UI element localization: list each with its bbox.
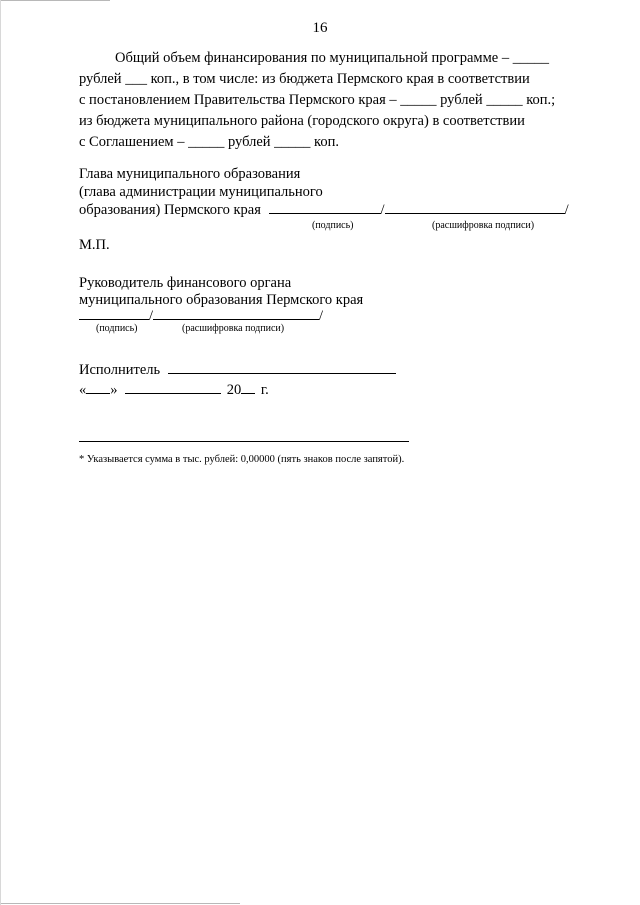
executor-field[interactable] — [168, 360, 396, 374]
finance-slash: / — [149, 308, 154, 324]
scan-edge-left — [0, 0, 1, 905]
finance-slash-end: / — [319, 308, 324, 324]
finance-caption-decoding: (расшифровка подписи) — [182, 323, 285, 334]
funding-line-1: Общий объем финансирования по муниципальной программе – _____ — [115, 50, 549, 66]
date-year-field[interactable] — [241, 380, 255, 394]
executor-line — [79, 360, 396, 380]
date-open-quote: « — [79, 382, 87, 398]
head-caption-signature: (подпись) — [312, 220, 354, 231]
funding-line-5: с Соглашением – _____ рублей _____ коп. — [79, 134, 339, 150]
head-title-line-3 — [79, 200, 569, 220]
head-caption-decoding: (расшифровка подписи) — [432, 220, 535, 231]
date-year-suffix: г. — [260, 382, 269, 398]
finance-title-line-2: муниципального образования Пермского края — [79, 292, 364, 308]
date-close-quote: » — [110, 382, 118, 398]
finance-caption-signature: (подпись) — [96, 323, 138, 334]
date-month-field[interactable] — [125, 380, 221, 394]
finance-signature-field[interactable] — [79, 306, 149, 320]
page-number: 16 — [312, 20, 328, 36]
finance-title-line-1: Руководитель финансового органа — [79, 275, 292, 291]
funding-line-4: из бюджета муниципального района (городского округа) в соответствии — [79, 113, 525, 129]
executor-label: Исполнитель — [79, 362, 161, 378]
footnote-divider — [79, 441, 409, 442]
head-title-line-1: Глава муниципального образования — [79, 166, 301, 182]
finance-decoding-field[interactable] — [153, 306, 319, 320]
head-slash-end: / — [564, 202, 569, 218]
date-day-field[interactable] — [86, 380, 110, 394]
head-title-line-3-text: образования) Пермского края — [79, 202, 261, 218]
footnote-text: * Указывается сумма в тыс. рублей: 0,00000 (пять знаков после запятой). — [79, 454, 405, 465]
head-signature-field[interactable] — [269, 200, 381, 214]
scan-edge-top — [0, 0, 110, 1]
head-decoding-field[interactable] — [385, 200, 565, 214]
funding-line-2: рублей ___ коп., в том числе: из бюджета Пермского края в соответствии — [79, 71, 530, 87]
scan-edge-bottom — [0, 903, 240, 904]
head-slash: / — [380, 202, 385, 218]
date-year-prefix: 20 — [226, 382, 242, 398]
funding-paragraph — [79, 48, 602, 153]
stamp-label: М.П. — [79, 237, 110, 253]
head-title-line-2: (глава администрации муниципального — [79, 184, 323, 200]
funding-line-3: с постановлением Правительства Пермского края – _____ рублей _____ коп.; — [79, 92, 556, 108]
date-line — [79, 380, 269, 400]
